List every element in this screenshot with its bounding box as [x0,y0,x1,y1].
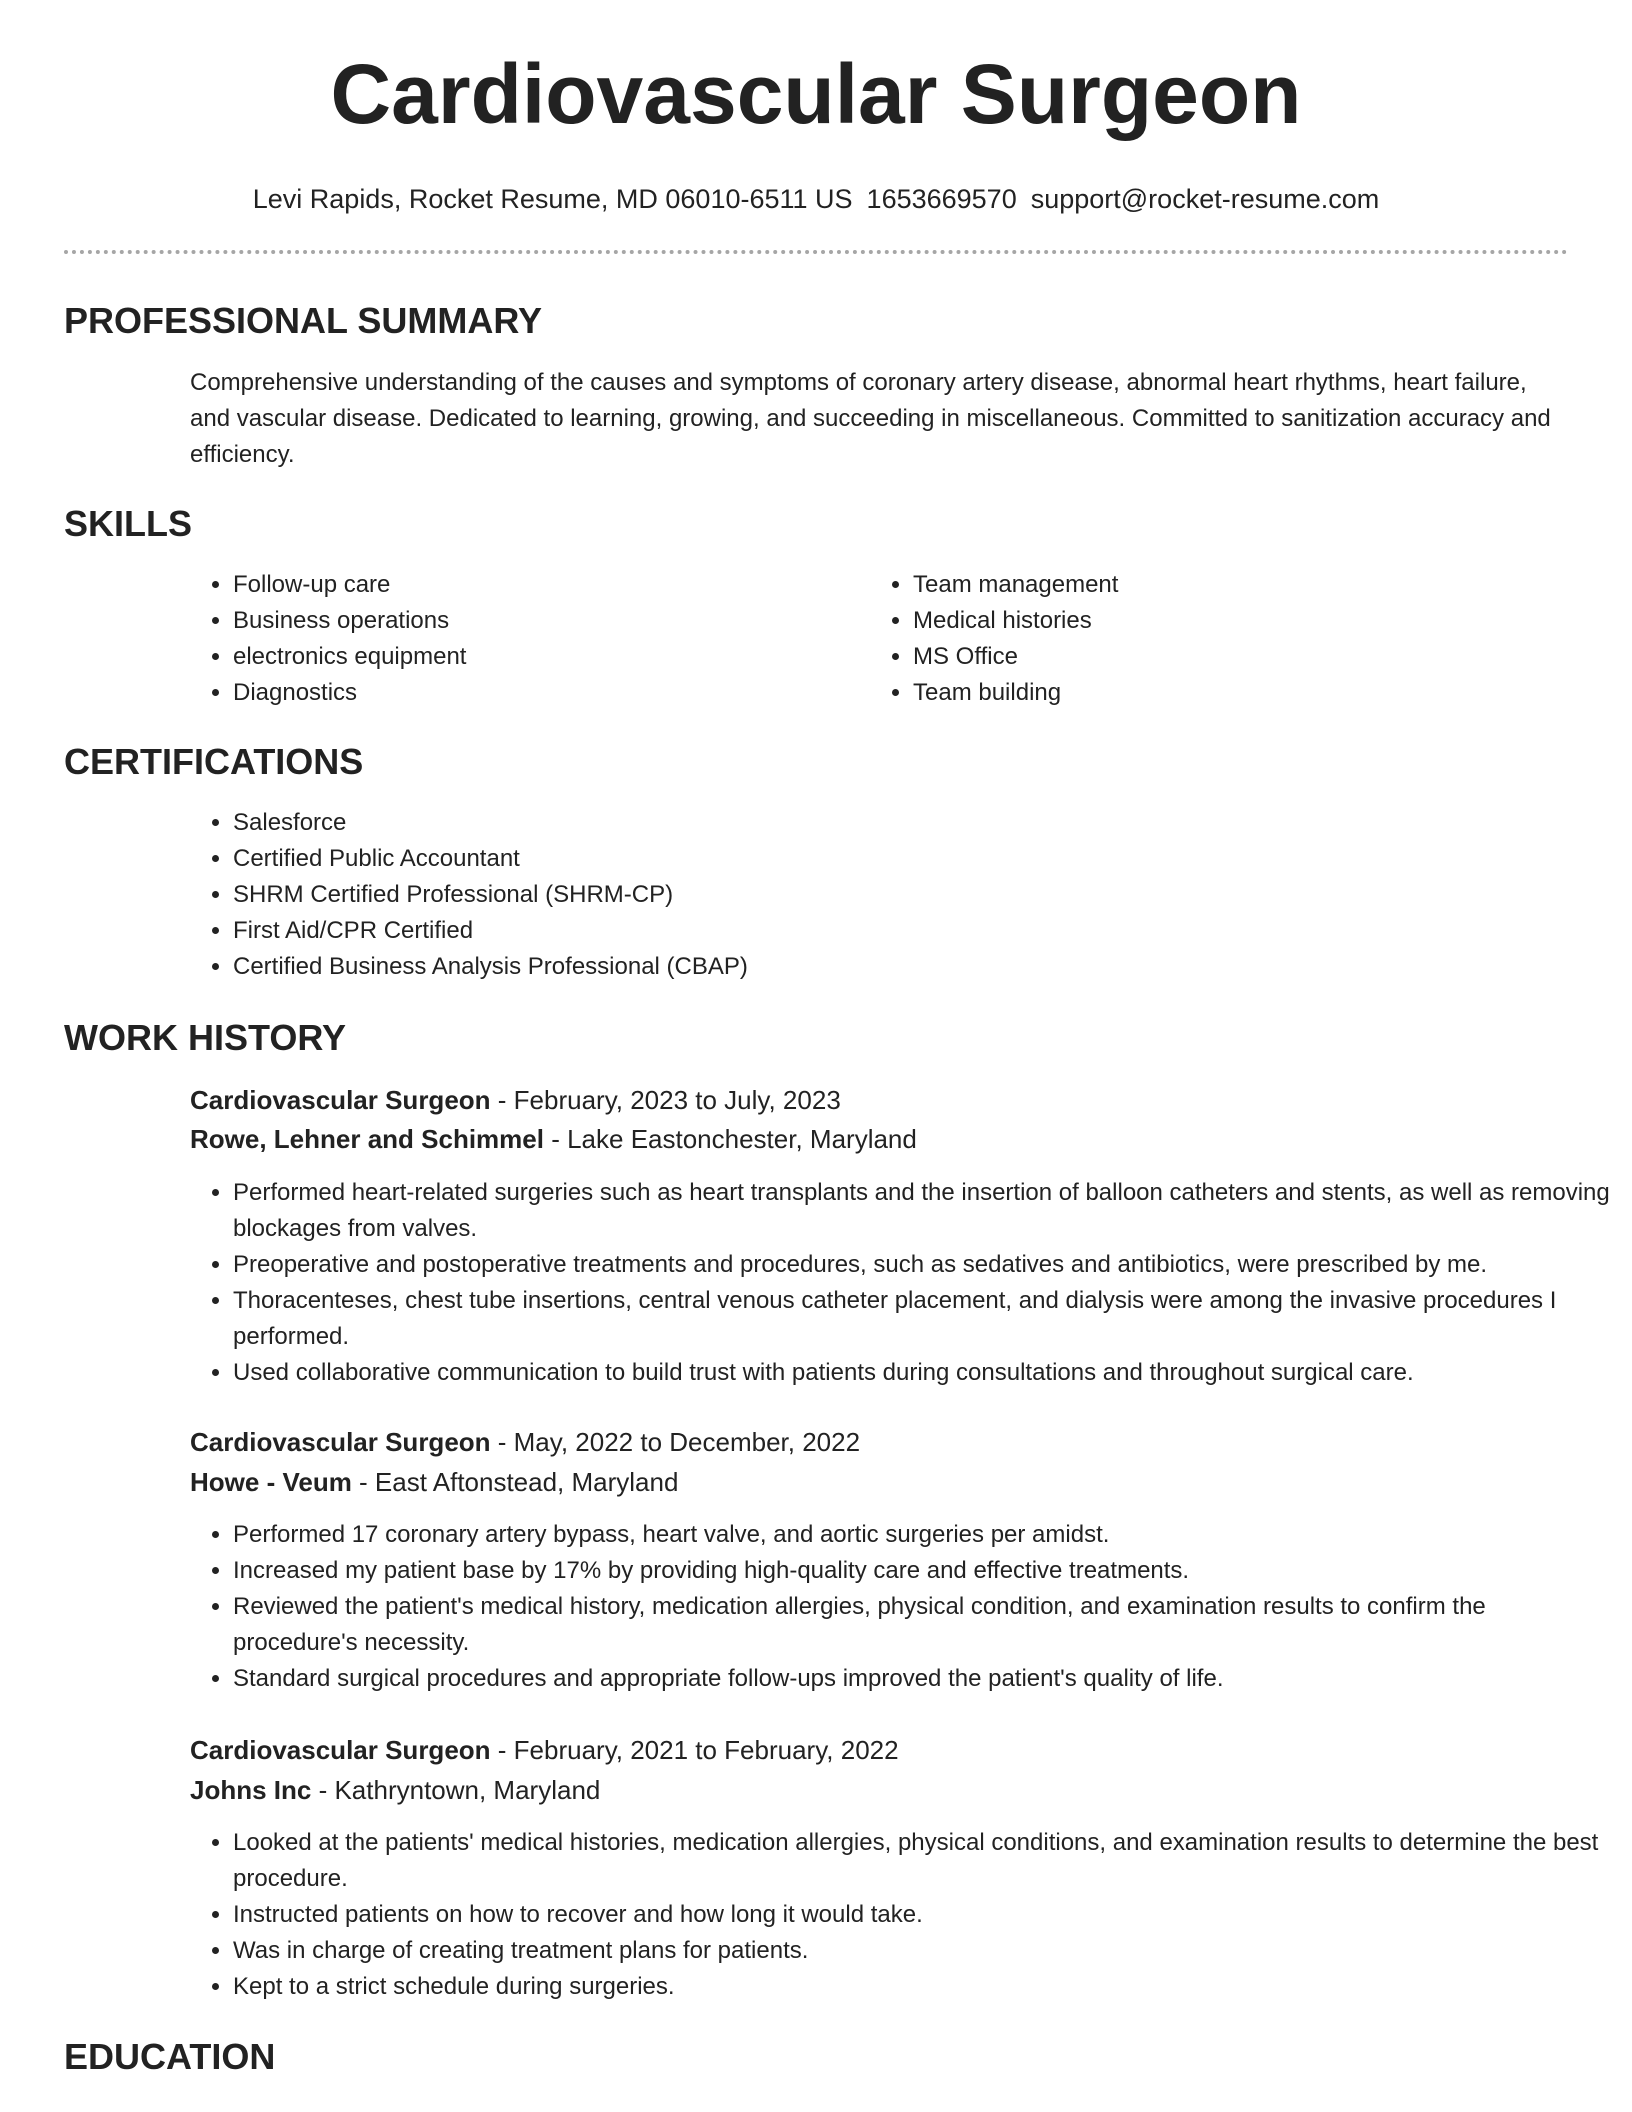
list-item: • Looked at the patients' medical histories, medication allergies, physical conditions, and examination results to determine the best procedure. [233,1825,1613,1897]
job-title-line [190,1732,899,1768]
header-divider [64,250,1568,254]
list-item: • Standard surgical procedures and appropriate follow-ups improved the patient's quality of life. [233,1661,1613,1697]
job-location: - Kathryntown, Maryland [311,1775,601,1805]
job-location: - East Aftonstead, Maryland [351,1467,679,1497]
list-item: • Team building [913,675,1513,711]
contact-line [0,183,1632,215]
job-bullets [190,1175,1613,1391]
list-item: • Reviewed the patient's medical history, medication allergies, physical condition, and examination results to confirm the procedure's necessity. [233,1589,1613,1661]
list-item: • First Aid/CPR Certified [233,913,1613,949]
summary-heading: PROFESSIONAL SUMMARY [64,300,543,341]
phone: 1653669570 [866,184,1017,214]
job-title-line [190,1082,841,1118]
list-item: • MS Office [913,639,1513,675]
list-item: • Business operations [233,603,833,639]
list-item: • Diagnostics [233,675,833,711]
list-item: • Salesforce [233,805,1613,841]
job-dates: - May, 2022 to December, 2022 [490,1427,861,1457]
job-company: Rowe, Lehner and Schimmel [190,1124,544,1154]
list-item: • Certified Business Analysis Professional (CBAP) [233,949,1613,985]
job-title: Cardiovascular Surgeon [190,1085,491,1115]
list-item: • Used collaborative communication to build trust with patients during consultations and throughout surgical care. [233,1355,1613,1391]
list-item: • Was in charge of creating treatment plans for patients. [233,1933,1613,1969]
job-title: Cardiovascular Surgeon [190,1735,491,1765]
work-history-heading: WORK HISTORY [64,1017,347,1058]
list-item: • Performed 17 coronary artery bypass, heart valve, and aortic surgeries per amidst. [233,1517,1613,1553]
job-bullets [190,1825,1613,2005]
education-heading: EDUCATION [64,2036,276,2077]
email[interactable]: support@rocket-resume.com [1030,184,1380,214]
certifications-heading: CERTIFICATIONS [64,741,364,782]
job-company-line [190,1772,600,1808]
list-item: • Team management [913,567,1513,603]
list-item: • electronics equipment [233,639,833,675]
list-item: • Preoperative and postoperative treatments and procedures, such as sedatives and antibiotics, were prescribed by me. [233,1247,1613,1283]
job-location: - Lake Eastonchester, Maryland [543,1124,917,1154]
summary-text: Comprehensive understanding of the causes and symptoms of coronary artery disease, abnormal heart rhythms, heart failure, and vascular disease. Dedicated to learning, growing, and succeeding in miscellaneous. Committed to sanitization accuracy and efficiency. [190,369,1551,468]
job-dates: - February, 2021 to February, 2022 [490,1735,899,1765]
certifications-list [190,805,1613,985]
job-company-line [190,1121,917,1157]
job-title-line [190,1424,860,1460]
job-title: Cardiovascular Surgeon [190,1427,491,1457]
candidate-name: Cardiovascular Surgeon [330,47,1302,141]
list-item: • SHRM Certified Professional (SHRM-CP) [233,877,1613,913]
job-dates: - February, 2023 to July, 2023 [490,1085,841,1115]
list-item: • Medical histories [913,603,1513,639]
list-item: • Instructed patients on how to recover and how long it would take. [233,1897,1613,1933]
list-item: • Follow-up care [233,567,833,603]
job-company: Johns Inc [190,1775,312,1805]
list-item: • Thoracenteses, chest tube insertions, central venous catheter placement, and dialysis were among the invasive procedures I performed. [233,1283,1613,1355]
skills-heading: SKILLS [64,503,193,544]
job-company-line [190,1464,678,1500]
list-item: • Kept to a strict schedule during surgeries. [233,1969,1613,2005]
job-bullets [190,1517,1613,1697]
list-item: • Increased my patient base by 17% by providing high-quality care and effective treatments. [233,1553,1613,1589]
job-company: Howe - Veum [190,1467,352,1497]
skills-list-left [190,567,833,711]
list-item: • Performed heart-related surgeries such as heart transplants and the insertion of balloon catheters and stents, as well as removing blockages from valves. [233,1175,1613,1247]
address: Levi Rapids, Rocket Resume, MD 06010-6511 US [252,184,853,214]
list-item: • Certified Public Accountant [233,841,1613,877]
skills-list-right [870,567,1513,711]
